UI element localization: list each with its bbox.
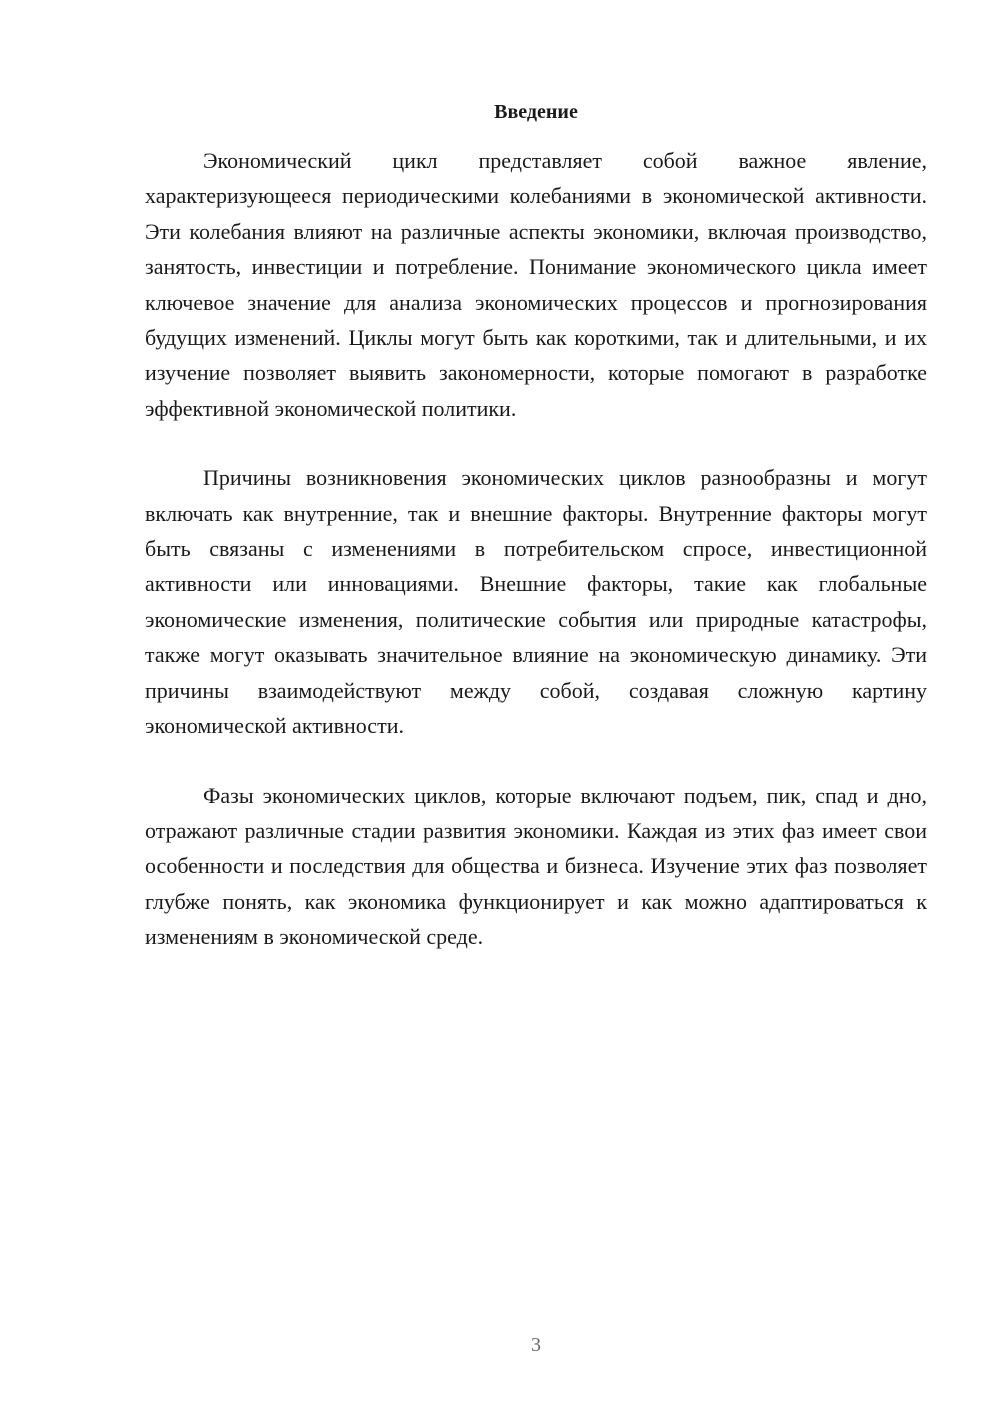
body-text xyxy=(145,143,927,989)
page-number: 3 xyxy=(531,1334,541,1356)
paragraph-1: Экономический цикл представляет собой важное явление, характеризующееся периодическими колебаниями в экономической активности. Эти колебания влияют на различные аспекты экономики, включая производство, занятость, инвестиции и потребление. Понимание экономического цикла имеет ключевое значение для анализа экономических процессов и прогнозирования будущих изменений. Циклы могут быть как короткими, так и длительными, и их изучение позволяет выявить закономерности, которые помогают в разработке эффективной экономической политики. xyxy=(145,148,927,421)
section-heading: Введение xyxy=(494,101,578,123)
paragraph-3: Фазы экономических циклов, которые включают подъем, пик, спад и дно, отражают различные стадии развития экономики. Каждая из этих фаз имеет свои особенности и последствия для общества и бизнеса. Изучение этих фаз позволяет глубже понять, как экономика функционирует и как можно адаптироваться к изменениям в экономической среде. xyxy=(145,782,927,950)
paragraph-2: Причины возникновения экономических циклов разнообразны и могут включать как внутренние, так и внешние факторы. Внутренние факторы могут быть связаны с изменениями в потребительском спросе, инвестиционной активности или инновациями. Внешние факторы, такие как глобальные экономические изменения, политические события или природные катастрофы, также могут оказывать значительное влияние на экономическую динамику. Эти причины взаимодействуют между собой, создавая сложную картину экономической активности. xyxy=(145,465,927,739)
